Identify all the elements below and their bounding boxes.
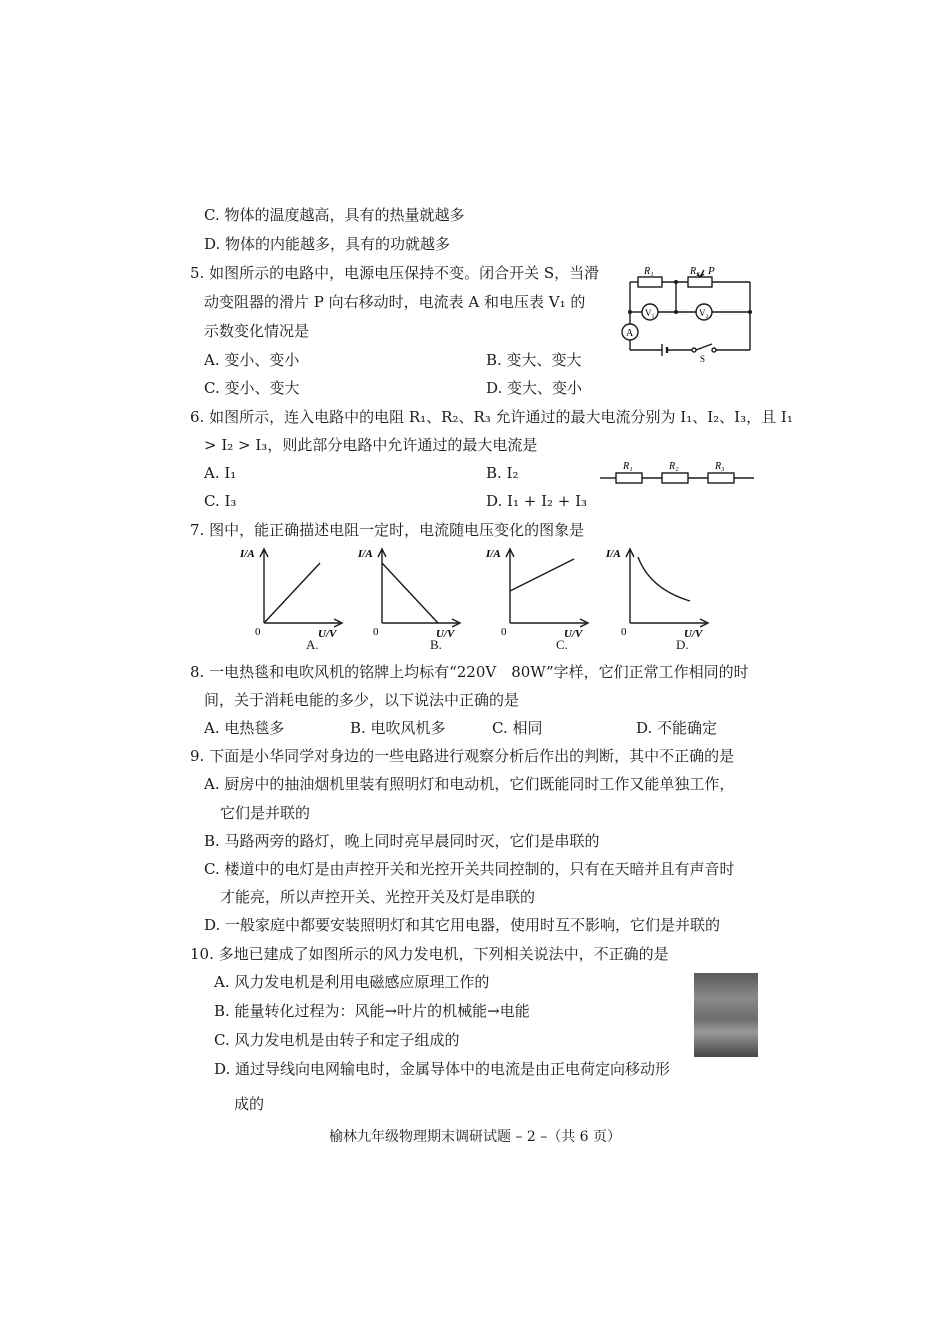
q6-label-r3: R₃: [715, 461, 725, 472]
q9-option-c-line2: 才能亮，所以声控开关、光控开关及灯是串联的: [220, 888, 536, 906]
q7-c-origin: 0: [501, 626, 507, 638]
q6-stem-line1: 6. 如图所示，连入电路中的电阻 R₁、R₂、R₃ 允许通过的最大电流分别为 I₁、I₂、I₃，且 I₁: [190, 408, 793, 426]
q9-option-a-line2: 它们是并联的: [220, 804, 311, 822]
q7-a-ylabel: I/A: [240, 548, 255, 560]
q7-a-xlabel: U/V: [318, 628, 337, 640]
q5-label-v2: V₂: [699, 308, 709, 318]
q6-resistor-series-diagram: [598, 456, 756, 490]
q5-stem-line2: 动变阻器的滑片 P 向右移动时，电流表 A 和电压表 V₁ 的: [204, 293, 586, 311]
q5-label-s: S: [700, 354, 706, 364]
q6-option-c: C. I₃: [204, 492, 237, 510]
q6-stem-line2: > I₂ > I₃，则此部分电路中允许通过的最大电流是: [204, 436, 538, 454]
q5-option-b: B. 变大、变大: [486, 351, 582, 369]
q6-label-r2: R₂: [669, 461, 679, 472]
q5-label-r1: R₁: [644, 266, 654, 277]
q10-option-a: A. 风力发电机是利用电磁感应原理工作的: [214, 973, 490, 991]
q10-option-b: B. 能量转化过程为：风能→叶片的机械能→电能: [214, 1002, 530, 1020]
q9-stem: 9. 下面是小华同学对身边的一些电路进行观察分析后作出的判断，其中不正确的是: [190, 747, 735, 765]
q5-label-a: A: [626, 328, 634, 339]
q10-stem: 10. 多地已建成了如图所示的风力发电机，下列相关说法中，不正确的是: [190, 945, 669, 963]
q7-graph-c: [484, 545, 594, 645]
q7-graph-a: [238, 545, 348, 645]
q7-c-ylabel: I/A: [486, 548, 501, 560]
q7-d-origin: 0: [621, 626, 627, 638]
q5-option-d: D. 变大、变小: [486, 379, 583, 397]
q7-graph-d: [604, 545, 714, 645]
q7-caption-c: C.: [556, 637, 568, 652]
q8-option-b: B. 电吹风机多: [350, 719, 446, 737]
q7-b-xlabel: U/V: [436, 628, 455, 640]
q10-option-d-line1: D. 通过导线向电网输电时，金属导体中的电流是由正电荷定向移动形: [214, 1060, 671, 1078]
q7-d-xlabel: U/V: [684, 628, 703, 640]
page-footer: 榆林九年级物理期末调研试题 – 2 –（共 6 页）: [328, 1129, 622, 1145]
q7-c-xlabel: U/V: [564, 628, 583, 640]
q9-option-b: B. 马路两旁的路灯，晚上同时亮早晨同时灭，它们是串联的: [204, 832, 600, 850]
q5-stem-line3: 示数变化情况是: [204, 322, 310, 340]
q8-option-c: C. 相同: [492, 719, 543, 737]
q7-a-origin: 0: [255, 626, 261, 638]
q7-graph-b: [356, 545, 466, 645]
q9-option-d: D. 一般家庭中都要安装照明灯和其它用电器，使用时互不影响，它们是并联的: [204, 916, 721, 934]
q7-caption-d: D.: [676, 637, 689, 652]
q5-option-a: A. 变小、变小: [204, 351, 300, 369]
q4-option-d: D. 物体的内能越多，具有的功就越多: [204, 235, 451, 253]
q7-d-ylabel: I/A: [606, 548, 621, 560]
q5-circuit-diagram: [600, 262, 760, 366]
q10-option-d-line2: 成的: [234, 1095, 265, 1113]
q8-option-a: A. 电热毯多: [204, 719, 285, 737]
q6-option-b: B. I₂: [486, 464, 519, 482]
q7-caption-b: B.: [430, 637, 442, 652]
q6-label-r1: R₁: [623, 461, 633, 472]
q7-b-origin: 0: [373, 626, 379, 638]
wind-turbine-photo: [694, 973, 758, 1057]
q5-label-p: P: [708, 265, 715, 277]
q5-stem-line1: 5. 如图所示的电路中，电源电压保持不变。闭合开关 S，当滑: [190, 264, 600, 282]
q7-b-ylabel: I/A: [358, 548, 373, 560]
q8-stem-line2: 间，关于消耗电能的多少，以下说法中正确的是: [204, 691, 520, 709]
q5-label-r2: R₂: [690, 266, 700, 277]
q7-caption-a: A.: [306, 637, 319, 652]
q7-stem: 7. 图中，能正确描述电阻一定时，电流随电压变化的图象是: [190, 521, 585, 539]
q5-label-v1: V₁: [645, 308, 655, 318]
q8-stem-line1: 8. 一电热毯和电吹风机的铭牌上均标有“220V 80W”字样，它们正常工作相同的时: [190, 663, 749, 681]
q10-option-c: C. 风力发电机是由转子和定子组成的: [214, 1031, 460, 1049]
q5-option-c: C. 变小、变大: [204, 379, 300, 397]
q6-option-d: D. I₁ + I₂ + I₃: [486, 492, 588, 510]
q9-option-a-line1: A. 厨房中的抽油烟机里装有照明灯和电动机，它们既能同时工作又能单独工作，: [204, 775, 735, 793]
q6-option-a: A. I₁: [204, 464, 237, 482]
q4-option-c: C. 物体的温度越高，具有的热量就越多: [204, 206, 465, 224]
q8-option-d: D. 不能确定: [636, 719, 718, 737]
q9-option-c-line1: C. 楼道中的电灯是由声控开关和光控开关共同控制的，只有在天暗并且有声音时: [204, 860, 735, 878]
